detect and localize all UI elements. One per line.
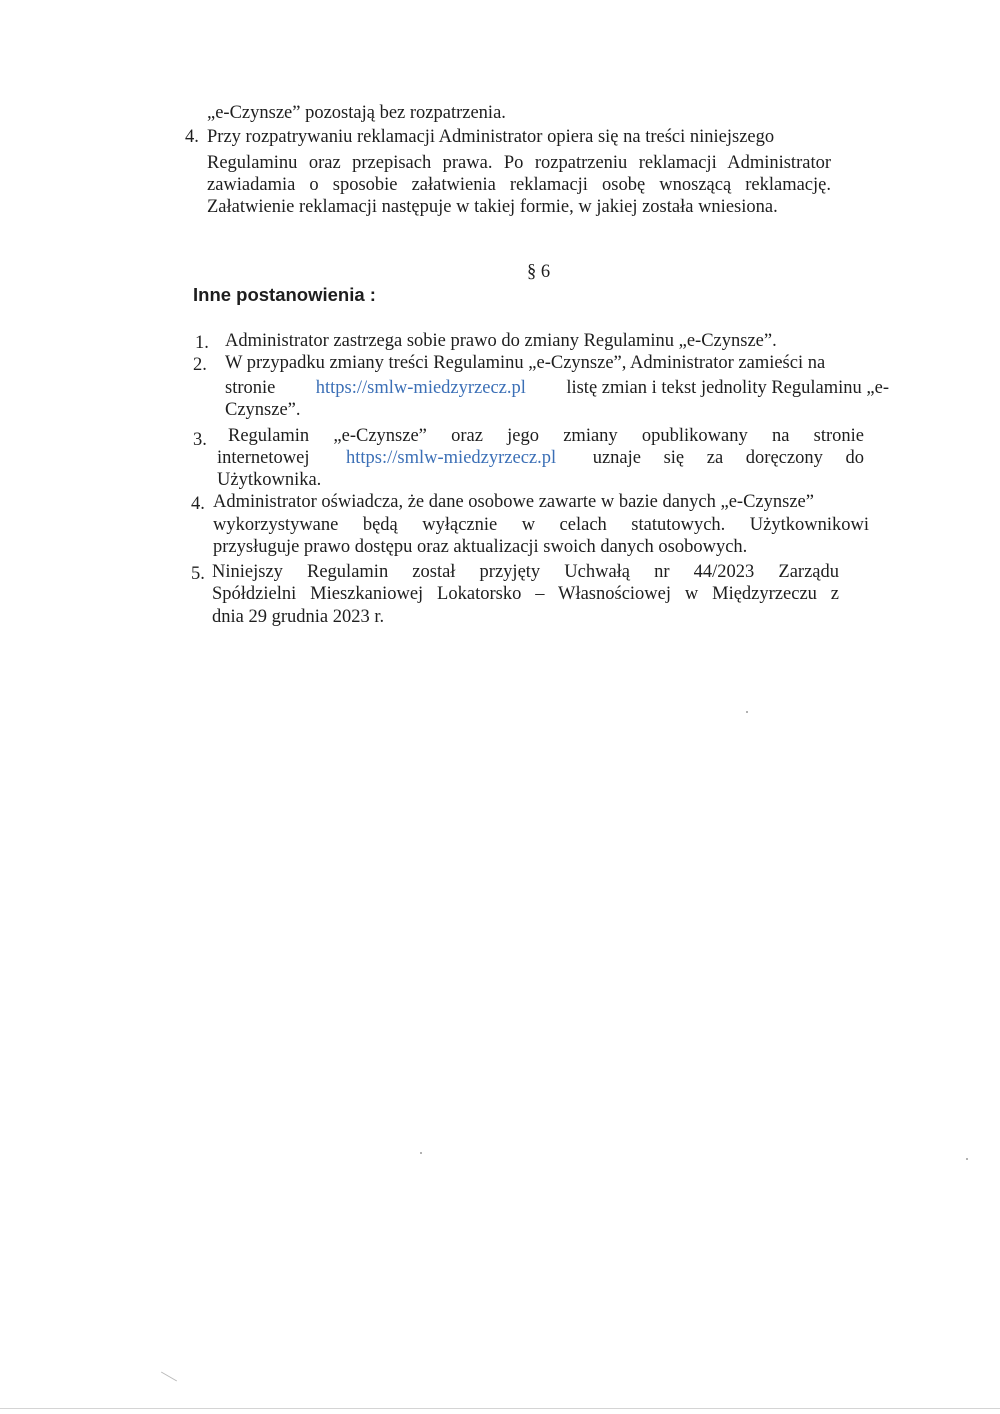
section6-item3-line2-end: uznaje się za doręczony do [592,448,864,468]
section6-item2-line3: Czynsze”. [225,400,301,420]
section5-item4-line2: Regulaminu oraz przepisach prawa. Po rozpatrzeniu reklamacji Administrator [207,153,831,173]
section6-item2-number: 2. [193,355,207,375]
section-heading: Inne postanowienia : [193,284,376,305]
section5-item4-line4: Załatwienie reklamacji następuje w takiej formie, w jakiej została wniesiona. [207,197,778,217]
website-link[interactable]: https://smlw-miedzyrzecz.pl [315,378,526,398]
section6-item4-line2: wykorzystywane będą wyłącznie w celach statutowych. Użytkownikowi [213,515,869,535]
section6-item3-line2-start: internetowej [217,448,310,468]
scan-speck [746,711,748,713]
section5-item4-line1: Przy rozpatrywaniu reklamacji Administrator opiera się na treści niniejszego [207,127,775,147]
section5-item4-number: 4. [185,127,199,147]
section6-item1-number: 1. [195,333,209,353]
section6-item2-line1: W przypadku zmiany treści Regulaminu „e-Czynsze”, Administrator zamieści na [225,353,826,373]
section6-item2-line2 [225,377,889,399]
scan-speck [966,1158,968,1160]
section6-item5-number: 5. [191,564,205,584]
section6-item2-line2-end: listę zmian i tekst jednolity Regulaminu „e- [566,378,889,398]
section6-item3-number: 3. [193,430,207,450]
section6-item3-line3: Użytkownika. [217,470,322,490]
section6-item3-line2 [217,447,864,469]
scan-line [161,1372,177,1382]
section5-tail-text: „e-Czynsze” pozostają bez rozpatrzenia. [207,103,506,123]
page-bottom-edge [0,1408,1000,1409]
section6-item5-line3: dnia 29 grudnia 2023 r. [212,607,385,627]
section-symbol: § 6 [527,262,551,282]
website-link[interactable]: https://smlw-miedzyrzecz.pl [346,448,557,468]
section6-item2-line2-start: stronie [225,378,276,398]
section6-item5-line1: Niniejszy Regulamin został przyjęty Uchwałą nr 44/2023 Zarządu [212,562,839,582]
section6-item4-line1: Administrator oświadcza, że dane osobowe zawarte w bazie danych „e-Czynsze” [213,492,814,512]
section6-item5-line2: Spółdzielni Mieszkaniowej Lokatorsko – Własnościowej w Międzyrzeczu z [212,584,839,604]
section6-item4-number: 4. [191,494,205,514]
scan-speck [420,1152,422,1154]
section5-item4-line3: zawiadamia o sposobie załatwienia reklamacji osobę wnoszącą reklamację. [207,175,831,195]
section6-item4-line3: przysługuje prawo dostępu oraz aktualizacji swoich danych osobowych. [213,537,748,557]
section6-item1-line1: Administrator zastrzega sobie prawo do zmiany Regulaminu „e-Czynsze”. [225,331,777,351]
section6-item3-line1: Regulamin „e-Czynsze” oraz jego zmiany opublikowany na stronie [228,426,864,446]
